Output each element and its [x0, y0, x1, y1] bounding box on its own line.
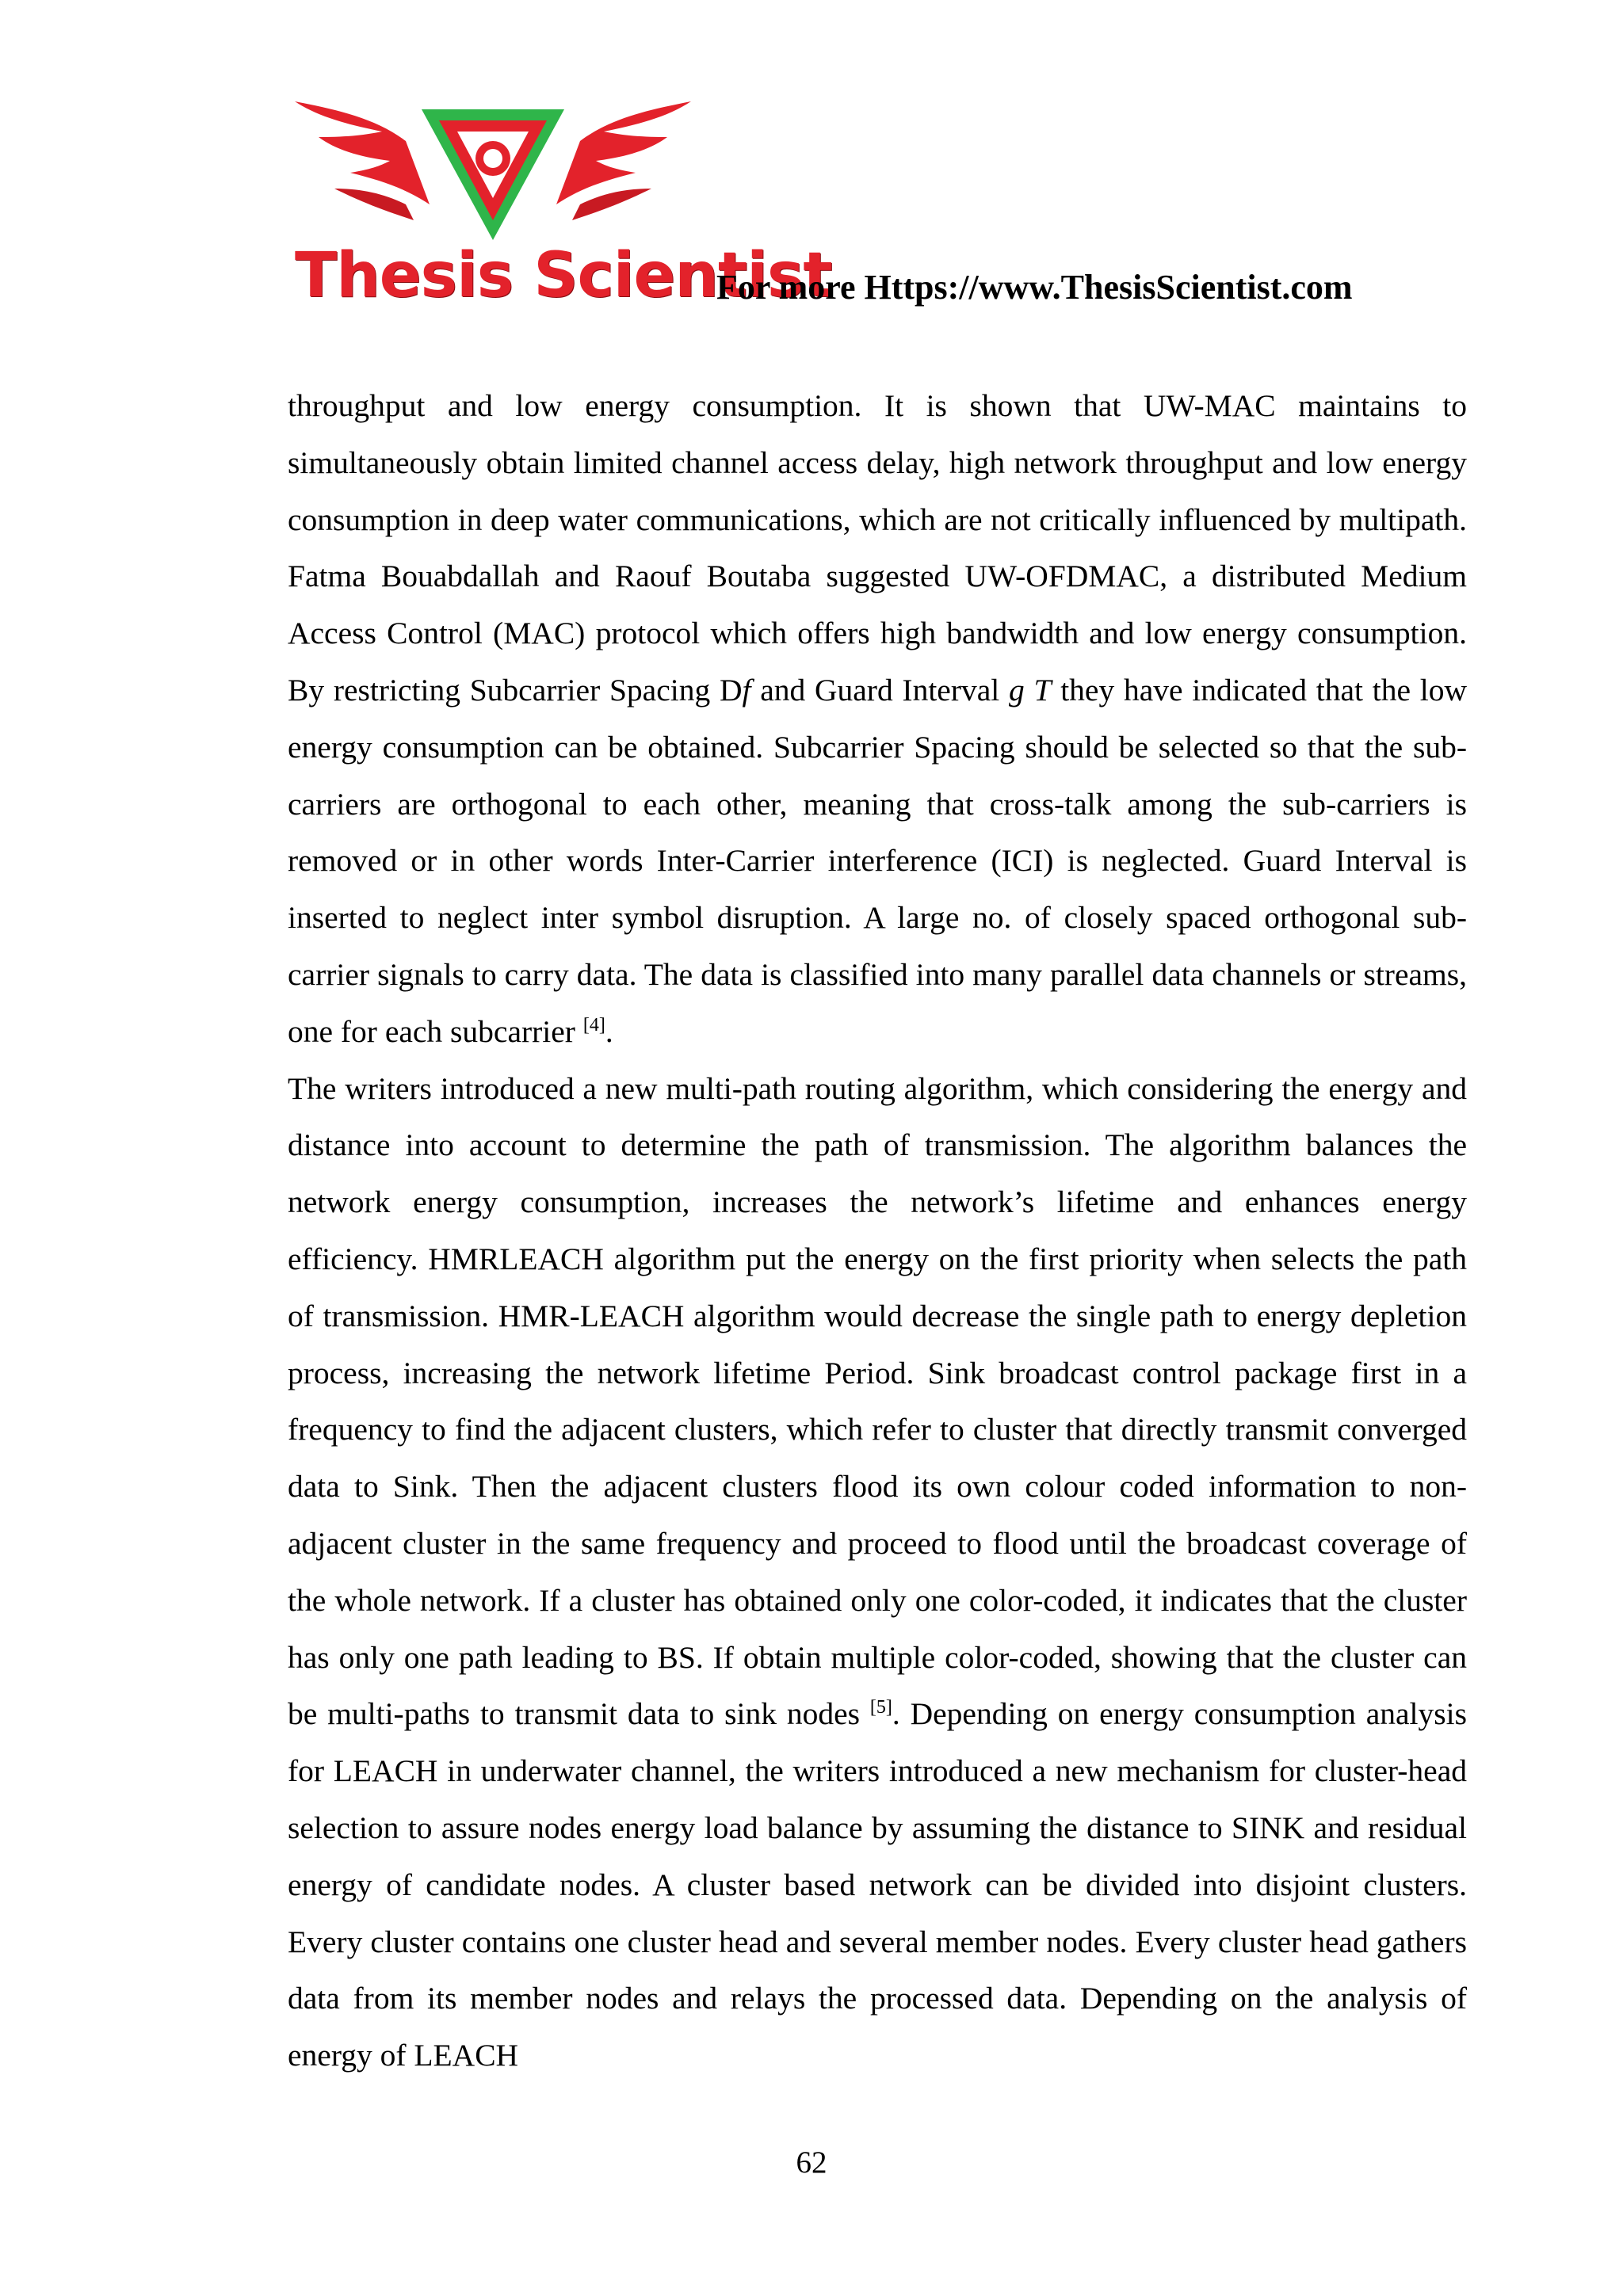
body-text [288, 378, 1467, 2084]
paragraph-2: The writers introduced a new multi-path routing algorithm, which considering the energy and distance into account to determine the path of transmission. The algorithm balances the network energy consumption, increases the network’s lifetime and enhances energy efficiency. HMRLEACH algorithm put the energy on the first priority when selects the path of transmission. HMR-LEACH algorithm would decrease the single path to energy depletion process, increasing the network lifetime Period. Sink broadcast control package first in a frequency to find the adjacent clusters, which refer to cluster that directly transmit converged data to Sink. Then the adjacent clusters flood its own colour coded information to non-adjacent cluster in the same frequency and proceed to flood until the broadcast coverage of the whole network. If a cluster has obtained only one color-coded, it indicates that the cluster has only one path leading to BS. If obtain multiple color-coded, showing that the cluster can be multi-paths to transmit data to sink nodes [5]. Depending on energy consumption analysis for LEACH in underwater channel, the writers introduced a new mechanism for cluster-head selection to assure nodes energy load balance by assuming the distance to SINK and residual energy of candidate nodes. A cluster based network can be divided into disjoint clusters. Every cluster contains one cluster head and several member nodes. Every cluster head gathers data from its member nodes and relays the processed data. Depending on the analysis of energy of LEACH [288, 1070, 1467, 2073]
thesis-scientist-logo [287, 93, 832, 323]
website-link[interactable]: For more Https://www.ThesisScientist.com [716, 268, 1353, 307]
citation-4: [4] [582, 1014, 605, 1035]
page-number: 62 [796, 2145, 827, 2180]
winged-triangle-emblem [287, 93, 699, 252]
paragraph-1: throughput and low energy consumption. It is shown that UW-MAC maintains to simultaneously obtain limited channel access delay, high network throughput and low energy consumption in deep water communications, which are not critically influenced by multipath. Fatma Bouabdallah and Raouf Boutaba suggested UW-OFDMAC, a distributed Medium Access Control (MAC) protocol which offers high bandwidth and low energy consumption. By restricting Subcarrier Spacing Df and Guard Interval g T they have indicated that the low energy consumption can be obtained. Subcarrier Spacing should be selected so that the sub-carriers are orthogonal to each other, meaning that cross-talk among the sub-carriers is removed or in other words Inter-Carrier interference (ICI) is neglected. Guard Interval is inserted to neglect inter symbol disruption. A large no. of closely spaced orthogonal sub-carrier signals to carry data. The data is classified into many parallel data channels or streams, one for each subcarrier [4]. [288, 388, 1467, 1049]
logo-wordmark: Thesis Scientist [295, 240, 832, 311]
citation-5: [5] [869, 1697, 892, 1718]
